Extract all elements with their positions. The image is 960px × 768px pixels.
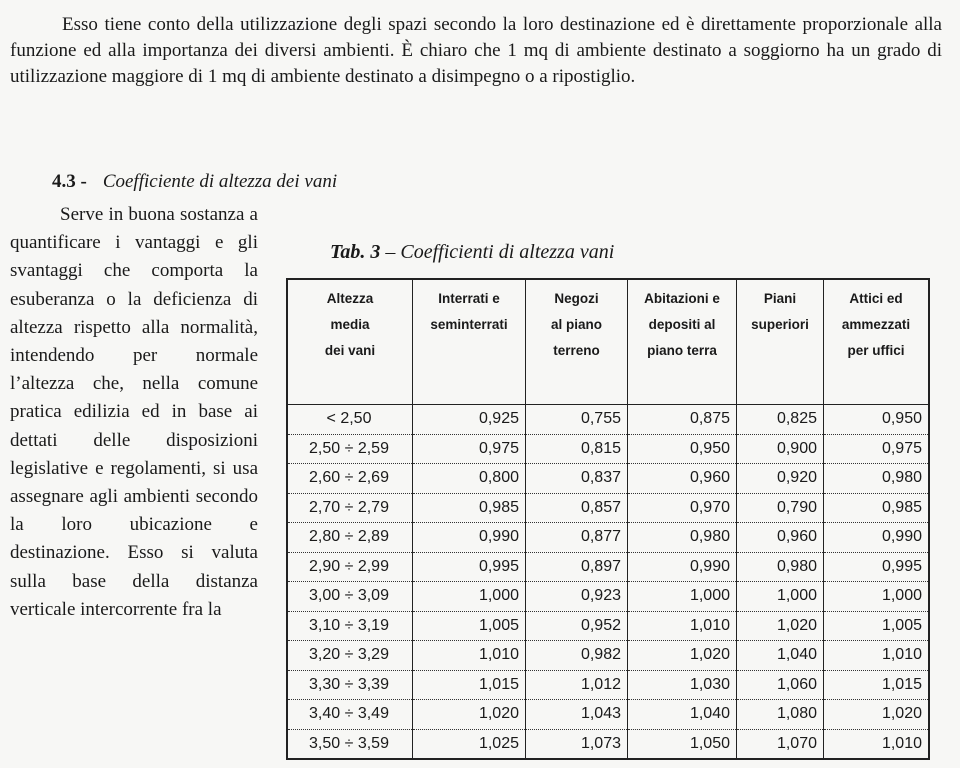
column-header-line: dei vani: [324, 343, 376, 358]
coefficient-cell: 0,980: [737, 552, 824, 582]
height-range-cell: 2,80 ÷ 2,89: [287, 523, 413, 553]
coefficient-cell: 0,875: [628, 405, 737, 435]
coefficient-table-wrapper: [286, 278, 930, 760]
coefficient-cell: 0,980: [824, 464, 930, 494]
column-header-line: per uffici: [847, 343, 905, 358]
coefficient-cell: 1,000: [737, 582, 824, 612]
coefficient-cell: 0,877: [526, 523, 628, 553]
height-range-cell: 3,50 ÷ 3,59: [287, 729, 413, 759]
table-body: [287, 405, 929, 760]
coefficient-cell: 0,755: [526, 405, 628, 435]
coefficient-cell: 0,982: [526, 641, 628, 671]
column-header-line: Altezza: [326, 291, 374, 306]
column-header-line: piano terra: [647, 343, 717, 358]
table-row: [287, 523, 929, 553]
column-header-line: Negozi: [554, 291, 599, 306]
table-row: [287, 434, 929, 464]
table-caption-label: Tab. 3: [330, 241, 381, 263]
intro-text: Esso tiene conto della utilizzazione degli spazi secondo la loro destinazione ed è direttamente proporzionale alla funzione ed alla importanza dei diversi ambienti. È chiaro che 1 mq di ambiente destinato a soggiorno ha un grado di utilizzazione maggiore di 1 mq di ambiente destinato a disimpegno o a ripostiglio.: [10, 14, 942, 87]
column-header: [737, 279, 824, 405]
coefficient-cell: 0,923: [526, 582, 628, 612]
coefficient-cell: 0,960: [737, 523, 824, 553]
coefficient-cell: 1,020: [413, 700, 526, 730]
coefficient-cell: 1,020: [628, 641, 737, 671]
coefficient-cell: 1,030: [628, 670, 737, 700]
left-column-text: [10, 201, 258, 624]
coefficient-cell: 1,080: [737, 700, 824, 730]
coefficient-cell: 0,825: [737, 405, 824, 435]
intro-paragraph: [10, 12, 942, 90]
coefficient-cell: 1,020: [737, 611, 824, 641]
column-header: [824, 279, 930, 405]
coefficient-cell: 0,815: [526, 434, 628, 464]
coefficient-cell: 0,970: [628, 493, 737, 523]
coefficient-cell: 0,990: [628, 552, 737, 582]
column-header-line: Attici ed: [849, 291, 903, 306]
coefficient-cell: 0,925: [413, 405, 526, 435]
column-header-line: superiori: [751, 317, 809, 332]
height-range-cell: < 2,50: [287, 405, 413, 435]
table-row: [287, 700, 929, 730]
table-caption-text: – Coefficienti di altezza vani: [385, 241, 615, 263]
height-range-cell: 2,60 ÷ 2,69: [287, 464, 413, 494]
coefficient-cell: 1,020: [824, 700, 930, 730]
section-title: Coefficiente di altezza dei vani: [102, 171, 338, 192]
coefficient-cell: 1,060: [737, 670, 824, 700]
body-paragraph: Serve in buona sostanza a quantificare i vantaggi e gli svantaggi che comporta la esuberanza o la deficienza di altezza rispetto alla normalità, intendendo per normale l’altezza che, nella comune pratica edilizia ed in base ai dettati delle disposizioni legislative e regolamenti, si usa assegnare agli ambienti secondo la loro ubicazione e destinazione. Esso si valuta sulla base della distanza verticale intercorrente fra la: [10, 204, 258, 620]
coefficient-cell: 0,995: [413, 552, 526, 582]
column-header-line: depositi al: [648, 317, 716, 332]
height-range-cell: 3,40 ÷ 3,49: [287, 700, 413, 730]
height-range-cell: 2,70 ÷ 2,79: [287, 493, 413, 523]
table-row: [287, 552, 929, 582]
height-range-cell: 2,90 ÷ 2,99: [287, 552, 413, 582]
coefficient-cell: 1,043: [526, 700, 628, 730]
coefficient-cell: 1,070: [737, 729, 824, 759]
coefficient-cell: 0,985: [413, 493, 526, 523]
coefficient-cell: 1,040: [628, 700, 737, 730]
coefficient-cell: 0,900: [737, 434, 824, 464]
column-header-line: terreno: [553, 343, 600, 358]
column-header-line: seminterrati: [430, 317, 508, 332]
column-header: [628, 279, 737, 405]
coefficient-cell: 0,975: [824, 434, 930, 464]
coefficient-table: [286, 278, 930, 760]
coefficient-cell: 0,990: [413, 523, 526, 553]
height-range-cell: 2,50 ÷ 2,59: [287, 434, 413, 464]
coefficient-cell: 0,952: [526, 611, 628, 641]
coefficient-cell: 0,985: [824, 493, 930, 523]
table-row: [287, 493, 929, 523]
table-header-row: [287, 279, 929, 405]
table-row: [287, 641, 929, 671]
coefficient-cell: 1,073: [526, 729, 628, 759]
coefficient-cell: 1,000: [413, 582, 526, 612]
coefficient-cell: 1,010: [824, 729, 930, 759]
column-header: [287, 279, 413, 405]
height-range-cell: 3,20 ÷ 3,29: [287, 641, 413, 671]
coefficient-cell: 1,012: [526, 670, 628, 700]
coefficient-cell: 0,960: [628, 464, 737, 494]
table-row: [287, 670, 929, 700]
coefficient-cell: 1,005: [413, 611, 526, 641]
column-header: [526, 279, 628, 405]
table-row: [287, 405, 929, 435]
column-header-line: Abitazioni e: [644, 291, 720, 306]
section-number: 4.3 -: [52, 171, 87, 192]
table-row: [287, 611, 929, 641]
coefficient-cell: 1,010: [824, 641, 930, 671]
coefficient-cell: 1,010: [628, 611, 737, 641]
coefficient-cell: 1,050: [628, 729, 737, 759]
coefficient-cell: 0,800: [413, 464, 526, 494]
table-caption: [330, 241, 614, 264]
coefficient-cell: 1,025: [413, 729, 526, 759]
table-row: [287, 729, 929, 759]
height-range-cell: 3,30 ÷ 3,39: [287, 670, 413, 700]
coefficient-cell: 0,980: [628, 523, 737, 553]
coefficient-cell: 1,015: [824, 670, 930, 700]
coefficient-cell: 0,995: [824, 552, 930, 582]
coefficient-cell: 0,975: [413, 434, 526, 464]
section-heading: [52, 171, 337, 193]
column-header-line: media: [330, 317, 370, 332]
coefficient-cell: 0,837: [526, 464, 628, 494]
table-row: [287, 582, 929, 612]
coefficient-cell: 1,040: [737, 641, 824, 671]
column-header-line: ammezzati: [841, 317, 911, 332]
column-header-line: Interrati e: [438, 291, 500, 306]
column-header: [413, 279, 526, 405]
column-header-line: Piani: [763, 291, 797, 306]
coefficient-cell: 0,897: [526, 552, 628, 582]
coefficient-cell: 0,790: [737, 493, 824, 523]
coefficient-cell: 0,950: [628, 434, 737, 464]
coefficient-cell: 0,950: [824, 405, 930, 435]
column-header-line: al piano: [550, 317, 602, 332]
coefficient-cell: 0,990: [824, 523, 930, 553]
table-row: [287, 464, 929, 494]
coefficient-cell: 1,005: [824, 611, 930, 641]
height-range-cell: 3,10 ÷ 3,19: [287, 611, 413, 641]
coefficient-cell: 0,857: [526, 493, 628, 523]
coefficient-cell: 1,010: [413, 641, 526, 671]
coefficient-cell: 0,920: [737, 464, 824, 494]
coefficient-cell: 1,000: [628, 582, 737, 612]
coefficient-cell: 1,015: [413, 670, 526, 700]
height-range-cell: 3,00 ÷ 3,09: [287, 582, 413, 612]
coefficient-cell: 1,000: [824, 582, 930, 612]
